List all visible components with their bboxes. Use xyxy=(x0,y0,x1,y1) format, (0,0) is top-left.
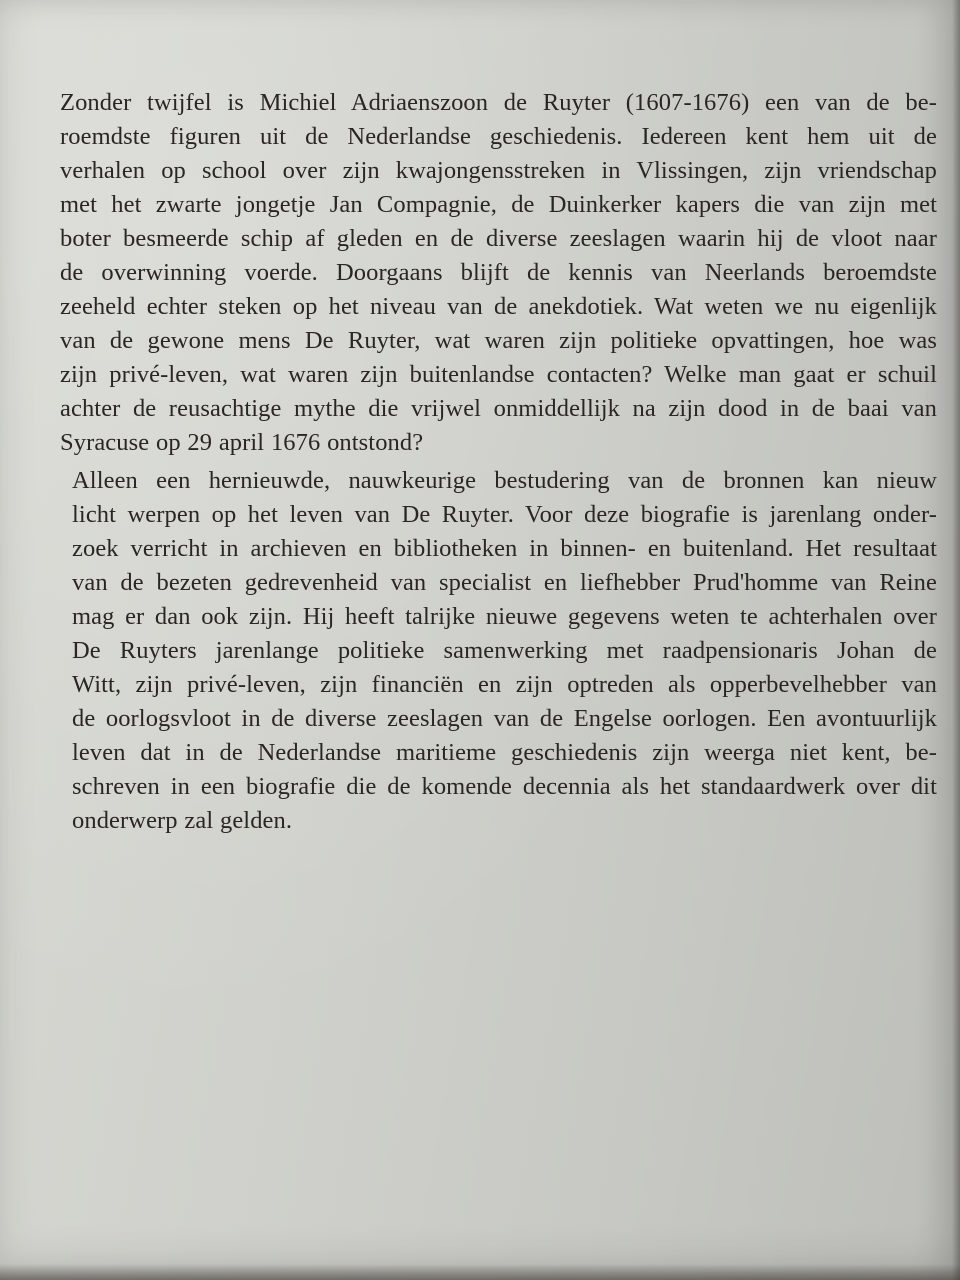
text-line: zeeheld echter steken op het niveau van de anekdotiek. Wat weten we nu eigenlijk xyxy=(60,293,937,320)
text-line: zijn privé-leven, wat waren zijn buitenlandse contacten? Welke man gaat er schuil xyxy=(60,361,937,388)
text-line: verhalen op school over zijn kwajongensstreken in Vlissingen, zijn vriendschap xyxy=(60,157,937,184)
text-line: leven dat in de Nederlandse maritieme geschiedenis zijn weerga niet kent, be- xyxy=(72,739,937,766)
page-bottom-shadow xyxy=(0,1264,960,1280)
text-line: de overwinning voerde. Doorgaans blijft de kennis van Neerlands beroemdste xyxy=(60,259,937,286)
text-line: Zonder twijfel is Michiel Adriaenszoon de Ruyter (1607-1676) een van de be- xyxy=(60,89,937,116)
text-line: zoek verricht in archieven en bibliotheken in binnen- en buitenland. Het resultaat xyxy=(72,535,937,562)
text-line: Alleen een hernieuwde, nauwkeurige bestudering van de bronnen kan nieuw xyxy=(72,467,937,494)
text-line: achter de reusachtige mythe die vrijwel onmiddellijk na zijn dood in de baai van xyxy=(60,395,937,422)
text-line: van de gewone mens De Ruyter, wat waren zijn politieke opvattingen, hoe was xyxy=(60,327,937,354)
text-line: roemdste figuren uit de Nederlandse geschiedenis. Iedereen kent hem uit de xyxy=(60,123,937,150)
blurb-text xyxy=(32,86,937,838)
text-line: Syracuse op 29 april 1676 ontstond? xyxy=(60,429,424,456)
text-line: schreven in een biografie die de komende decennia als het standaardwerk over dit xyxy=(72,773,937,800)
text-line: Witt, zijn privé-leven, zijn financiën en zijn optreden als opperbevelhebber van xyxy=(72,671,937,698)
text-line: onderwerp zal gelden. xyxy=(72,807,293,834)
text-line: met het zwarte jongetje Jan Compagnie, de Duinkerker kapers die van zijn met xyxy=(60,191,937,218)
text-line: mag er dan ook zijn. Hij heeft talrijke nieuwe gegevens weten te achterhalen over xyxy=(72,603,937,630)
text-line: de oorlogsvloot in de diverse zeeslagen van de Engelse oorlogen. Een avontuurlijk xyxy=(72,705,937,732)
text-line: boter besmeerde schip af gleden en de diverse zeeslagen waarin hij de vloot naar xyxy=(60,225,937,252)
page-right-shadow xyxy=(952,0,960,1280)
text-line: De Ruyters jarenlange politieke samenwerking met raadpensionaris Johan de xyxy=(72,637,937,664)
paragraph-1 xyxy=(32,86,937,460)
text-line: van de bezeten gedrevenheid van specialist en liefhebber Prud'homme van Reine xyxy=(72,569,937,596)
text-line: licht werpen op het leven van De Ruyter. Voor deze biografie is jarenlang onder- xyxy=(72,501,937,528)
paragraph-2 xyxy=(32,464,937,838)
